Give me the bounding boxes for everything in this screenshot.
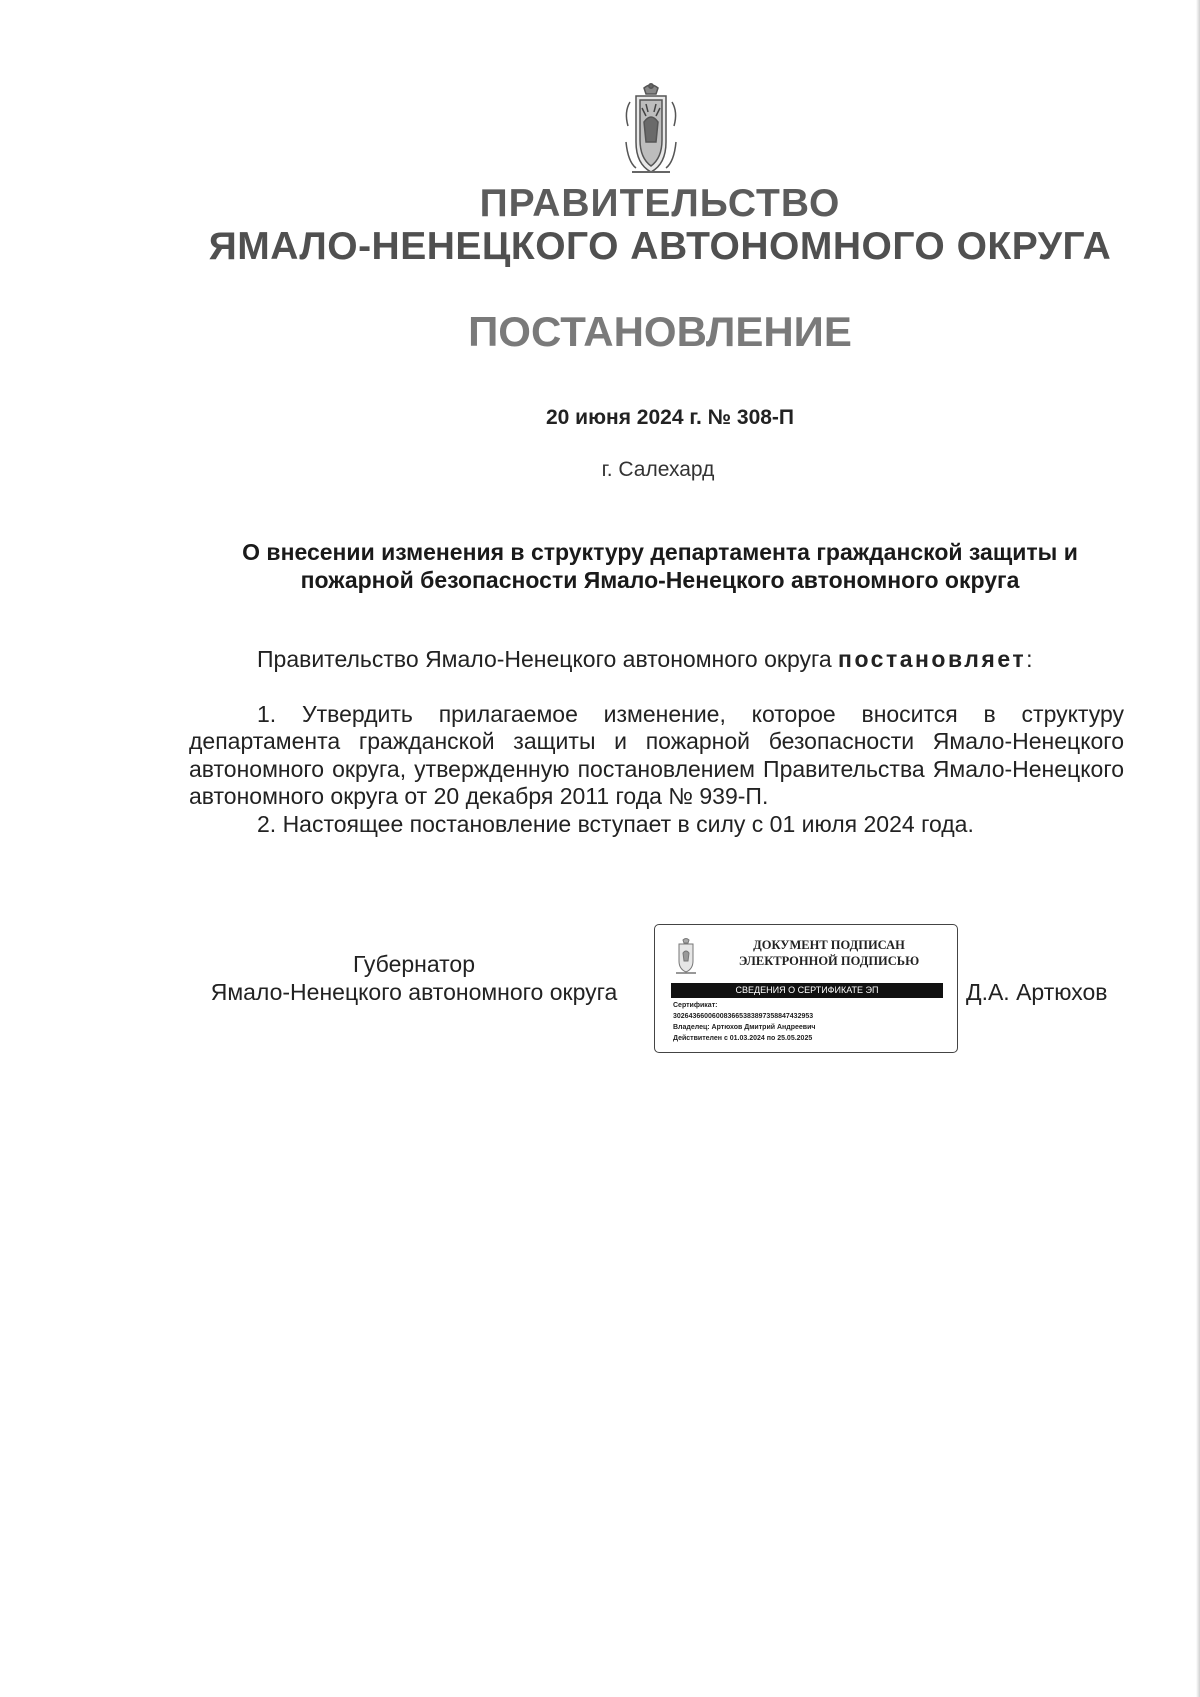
stamp-heading-line1: ДОКУМЕНТ ПОДПИСАН [753, 938, 905, 952]
intro-text: Правительство Ямало-Ненецкого автономного округа [257, 646, 839, 672]
document-city: г. Салехард [601, 458, 715, 481]
stamp-heading [711, 937, 947, 969]
certificate-owner: Владелец: Артюхов Дмитрий Андреевич [673, 1024, 816, 1031]
document-title-line2: пожарной безопасности Ямало-Ненецкого автономного округа [300, 567, 1020, 593]
intro-emphasis: постановляет [838, 646, 1027, 672]
certificate-info-bar: СВЕДЕНИЯ О СЕРТИФИКАТЕ ЭП [671, 983, 943, 998]
coat-of-arms-icon [622, 82, 680, 180]
certificate-details [673, 1000, 953, 1044]
certificate-label: Сертификат: [673, 1002, 718, 1009]
intro-colon: : [1026, 646, 1033, 672]
electronic-signature-stamp [654, 924, 958, 1053]
certificate-number: 302643660060083665383897358847432953 [673, 1013, 814, 1020]
stamp-heading-line2: ЭЛЕКТРОННОЙ ПОДПИСЬЮ [738, 954, 920, 968]
signatory-position [187, 950, 641, 1006]
document-body [189, 646, 1124, 838]
resolution-item-2: 2. Настоящее постановление вступает в силу с 01 июля 2024 года. [257, 810, 974, 837]
signatory-position-line1: Губернатор [352, 951, 476, 977]
document-type-heading: ПОСТАНОВЛЕНИЕ [468, 308, 852, 355]
resolution-intro [189, 646, 1124, 674]
stamp-coat-of-arms-icon [673, 937, 699, 975]
document-title [190, 538, 1130, 594]
signatory-name: Д.А. Артюхов [966, 979, 1108, 1005]
government-name-line2: ЯМАЛО-НЕНЕЦКОГО АВТОНОМНОГО ОКРУГА [208, 225, 1112, 268]
document-date-number: 20 июня 2024 г. № 308-П [545, 406, 795, 429]
signatory-position-line2: Ямало-Ненецкого автономного округа [210, 979, 618, 1005]
government-name-line1: ПРАВИТЕЛЬСТВО [479, 182, 841, 225]
resolution-item-1: 1. Утвердить прилагаемое изменение, которое вносится в структуру департамента гражданской защиты и пожарной безопасности Ямало-Ненецкого автономного округа, утвержденную постановлением Правительства Ямало-Ненецкого автономного округа от 20 декабря 2011 года № 939-П. [189, 700, 1124, 809]
certificate-validity: Действителен с 01.03.2024 по 25.05.2025 [673, 1035, 813, 1042]
document-title-line1: О внесении изменения в структуру департамента гражданской защиты и [242, 539, 1078, 565]
